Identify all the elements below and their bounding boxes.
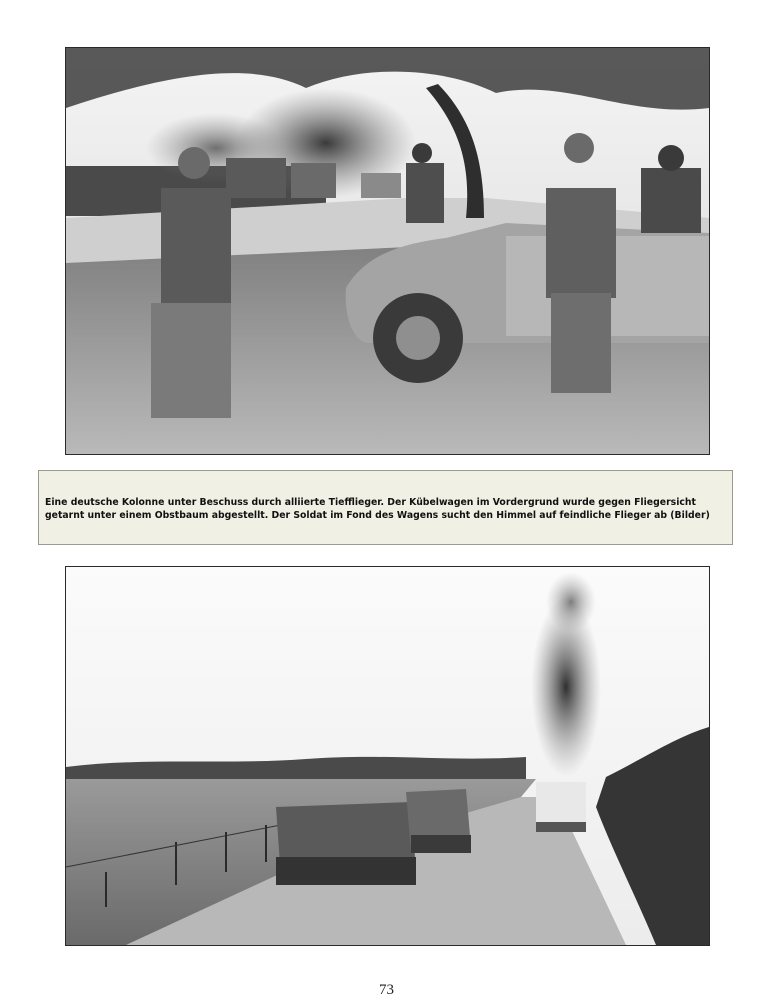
photo-column-image	[66, 567, 709, 945]
photo-kuebelwagen-under-tree	[65, 47, 710, 455]
caption-box	[38, 470, 733, 545]
page-number: 73	[379, 982, 394, 998]
photo-column-under-fire	[65, 566, 710, 946]
photo-caption: Eine deutsche Kolonne unter Beschuss durch alliierte Tiefflieger. Der Kübelwagen im Vordergrund wurde gegen Fliegersicht getarnt unter einem Obstbaum abgestellt. Der Soldat im Fond des Wagens sucht den Himmel auf feindliche Flieger ab (Bilder)	[45, 497, 710, 521]
photo-kuebelwagen-image	[66, 48, 709, 454]
